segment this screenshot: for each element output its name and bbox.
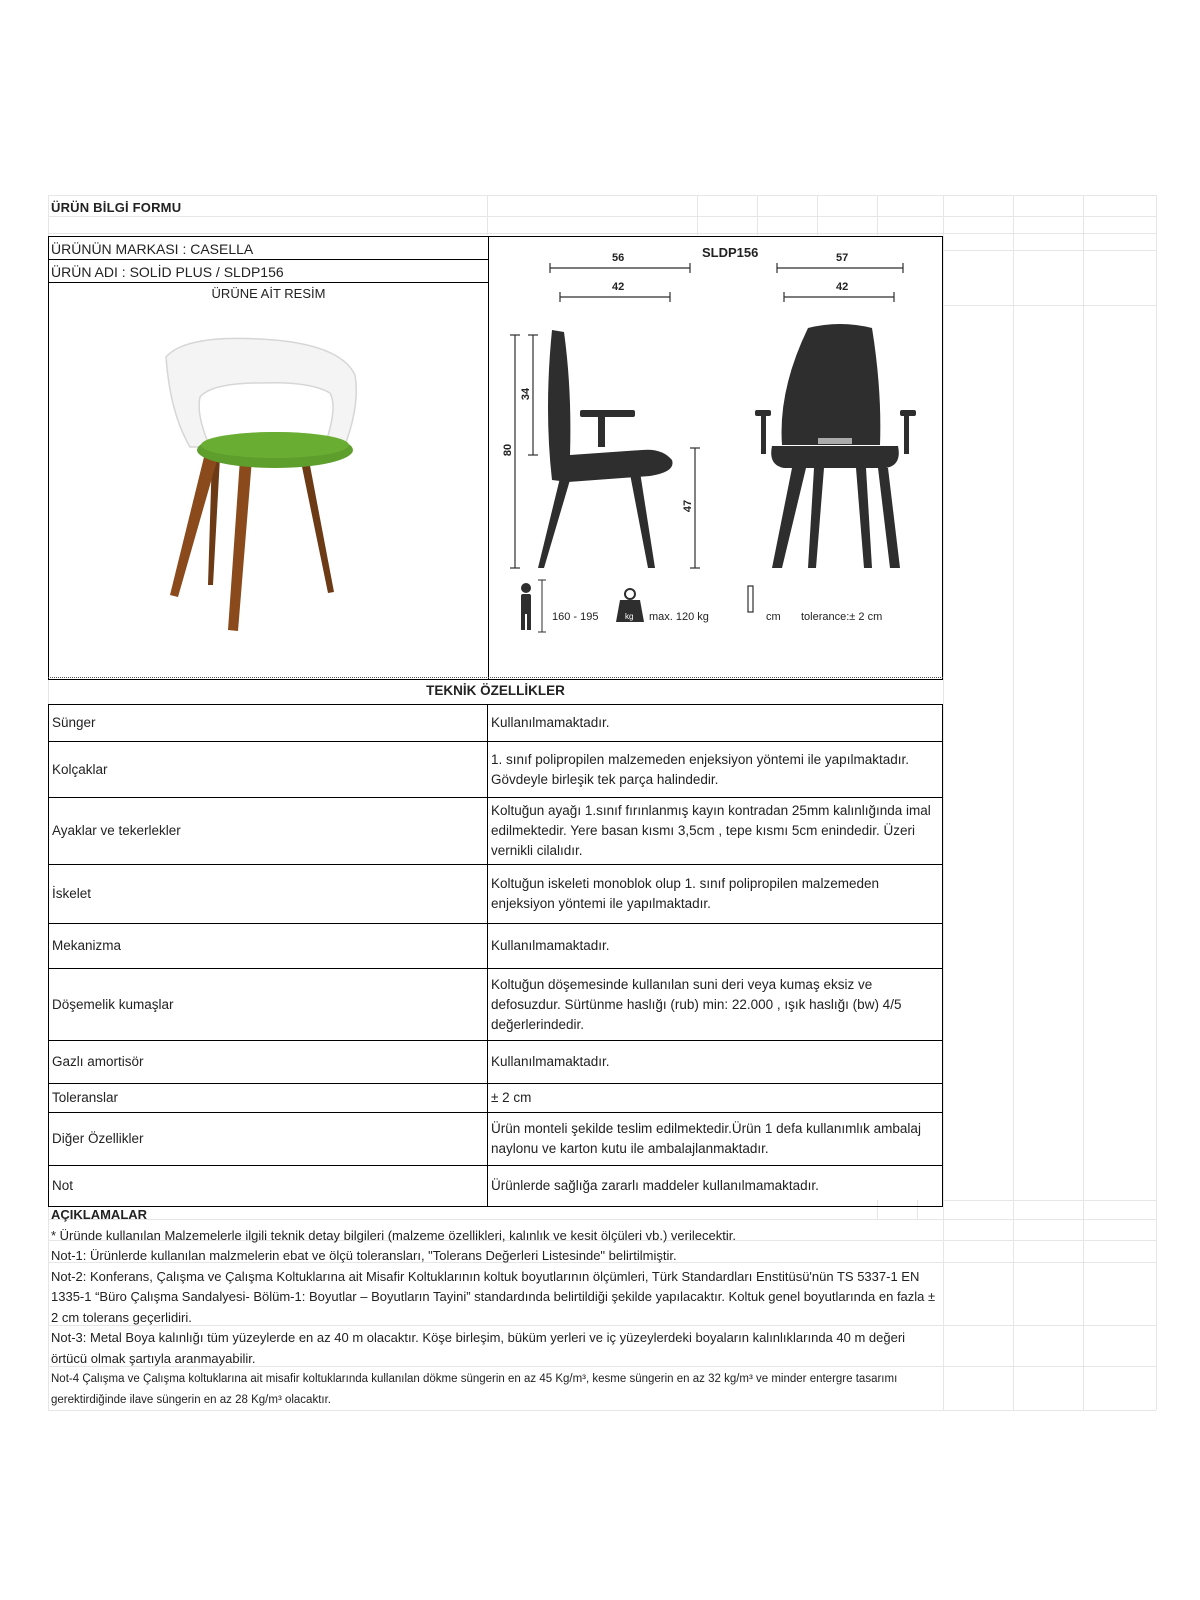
height-range: 160 - 195 bbox=[552, 611, 599, 623]
spec-label: Kolçaklar bbox=[49, 742, 488, 798]
weight-icon bbox=[625, 612, 633, 621]
spec-label: Sünger bbox=[49, 705, 488, 742]
spec-row bbox=[49, 1113, 943, 1166]
chair-photo bbox=[150, 335, 370, 635]
spec-row bbox=[49, 1166, 943, 1207]
spec-value: Koltuğun iskeleti monoblok olup 1. sınıf polipropilen malzemeden enjeksiyon yöntemi ile yapılmaktadır. bbox=[488, 865, 943, 924]
dim-inner-right: 42 bbox=[836, 281, 849, 293]
spec-label: Toleranslar bbox=[49, 1084, 488, 1113]
brand-label: ÜRÜNÜN MARKASI : CASELLA bbox=[51, 241, 254, 257]
dim-inner-left: 42 bbox=[612, 281, 625, 293]
dim-total-height: 80 bbox=[502, 443, 515, 457]
note-item: Not-4 Çalışma ve Çalışma koltuklarına ait misafir koltuklarında kullanılan dökme süngerin en az 45 Kg/m³, kesme süngerin en az 32 kg/m³ ve minder entergre tasarımı gerektirdiğinde ilave süngerin en az 28 Kg/m³ olacaktır. bbox=[51, 1373, 898, 1406]
spec-row bbox=[49, 969, 943, 1041]
notes-header: AÇIKLAMALAR bbox=[51, 1207, 148, 1222]
spec-value: Koltuğun ayağı 1.sınıf fırınlanmış kayın kontradan 25mm kalınlığında imal edilmektedir. Yere basan kısmı 3,5cm , tepe kısmı 5cm enindedir. Üzeri vernikli cilalıdır. bbox=[488, 798, 943, 865]
product-code: SLDP156 bbox=[702, 245, 759, 260]
weight-icon-label: kg bbox=[625, 612, 634, 621]
header-bottom-dotted bbox=[48, 677, 943, 678]
spec-value: Kullanılmamaktadır. bbox=[488, 705, 943, 742]
product-name: ÜRÜN ADI : SOLİD PLUS / SLDP156 bbox=[51, 264, 284, 280]
spec-label: Döşemelik kumaşlar bbox=[49, 969, 488, 1041]
chair-leg-front-right bbox=[228, 459, 252, 631]
spec-row bbox=[49, 1041, 943, 1084]
notes-section bbox=[51, 1205, 941, 1410]
tolerance-label: tolerance:± 2 cm bbox=[801, 611, 883, 623]
spec-row bbox=[49, 798, 943, 865]
note-item: Not-2: Konferans, Çalışma ve Çalışma Koltuklarına ait Misafir Koltuklarının koltuk boyutlarının ölçümleri, Türk Standardları Enstitüsü'nün TS 5337-1 EN 1335-1 “Büro Çalışma Sandalyesi- Bölüm-1: Boyutlar – Boyutların Tayini” standardında belirtildiği şekilde yapılacaktır. Koltuk genel boyutlarında en fazla ± 2 cm tolerans geçerlidiri. bbox=[51, 1268, 936, 1325]
spec-value: Kullanılmamaktadır. bbox=[488, 924, 943, 969]
spec-label: Gazlı amortisör bbox=[49, 1041, 488, 1084]
form-title: ÜRÜN BİLGİ FORMU bbox=[51, 200, 182, 215]
spec-header: TEKNİK ÖZELLİKLER bbox=[426, 683, 565, 698]
spec-label: Mekanizma bbox=[49, 924, 488, 969]
spec-row bbox=[49, 924, 943, 969]
spec-label: Not bbox=[49, 1166, 488, 1207]
spec-value: Ürün monteli şekilde teslim edilmektedir.Ürün 1 defa kullanımlık ambalaj naylonu ve karton kutu ile ambalajlanmaktadır. bbox=[488, 1113, 943, 1166]
chair-leg-back-right bbox=[300, 455, 334, 593]
spec-value: Kullanılmamaktadır. bbox=[488, 1041, 943, 1084]
spec-table bbox=[48, 704, 943, 1207]
chair-shell bbox=[166, 338, 356, 447]
max-weight: max. 120 kg bbox=[649, 611, 709, 623]
dim-top-right: 57 bbox=[836, 252, 849, 264]
note-item: Not-1: Ürünlerde kullanılan malzmelerin ebat ve ölçü toleransları, "Tolerans Değerleri Listesinde" belirtilmiştir. bbox=[51, 1248, 677, 1263]
spec-row bbox=[49, 1084, 943, 1113]
spec-row bbox=[49, 705, 943, 742]
spec-label: Ayaklar ve tekerlekler bbox=[49, 798, 488, 865]
unit-label: cm bbox=[766, 611, 781, 623]
spec-label: Diğer Özellikler bbox=[49, 1113, 488, 1166]
spec-label: İskelet bbox=[49, 865, 488, 924]
spec-value: 1. sınıf polipropilen malzemeden enjeksiyon yöntemi ile yapılmaktadır. Gövdeyle birleşik tek parça halindedir. bbox=[488, 742, 943, 798]
dim-seat-height: 47 bbox=[682, 499, 695, 513]
image-caption: ÜRÜNE AİT RESİM bbox=[211, 286, 326, 301]
spec-value: ± 2 cm bbox=[488, 1084, 943, 1113]
spec-row bbox=[49, 865, 943, 924]
header-divider bbox=[488, 236, 489, 680]
spec-value: Koltuğun döşemesinde kullanılan suni deri veya kumaş eksiz ve defosuzdur. Sürtünme haslığı (rub) min: 22.000 , ışık haslığı (bw) 4/5 değerlerindedir. bbox=[488, 969, 943, 1041]
dim-back-height: 34 bbox=[520, 387, 533, 401]
note-item: Not-3: Metal Boya kalınlığı tüm yüzeylerde en az 40 m olacaktır. Köşe birleşim, büküm yerleri ve iç yüzeylerdeki boyaların kalınlıklarında 40 m değeri örtücü olmak şartıyla aranmayabilir. bbox=[51, 1330, 906, 1366]
spec-value: Ürünlerde sağlığa zararlı maddeler kullanılmamaktadır. bbox=[488, 1166, 943, 1207]
note-item: * Üründe kullanılan Malzemelerle ilgili teknik detay bilgileri (malzeme özellikleri, kalınlık ve kesit ölçüleri vb.) verilecektir. bbox=[51, 1227, 736, 1243]
dim-top-left: 56 bbox=[612, 252, 625, 264]
spec-row bbox=[49, 742, 943, 798]
